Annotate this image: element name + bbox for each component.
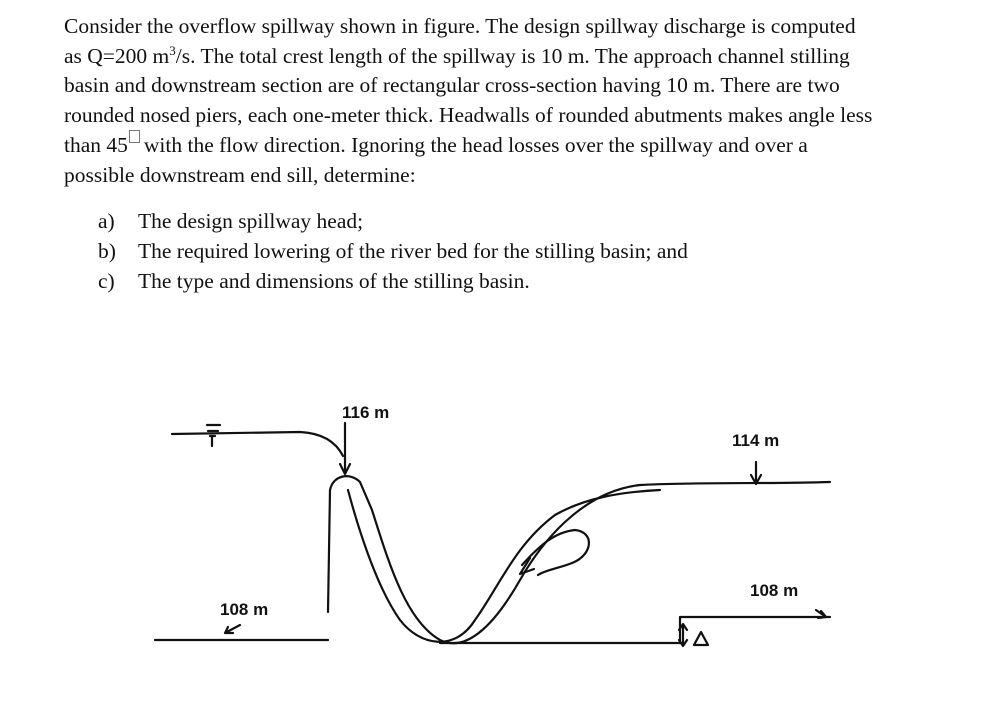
problem-line xyxy=(64,161,976,191)
water-level-symbol-icon xyxy=(207,425,220,446)
problem-line xyxy=(64,71,976,101)
problem-line-text: than 45 xyxy=(64,133,128,158)
tailwater-elevation-label: 114 m xyxy=(732,431,780,450)
problem-line xyxy=(64,130,976,161)
upstream-bed-arrow-icon xyxy=(225,625,240,633)
task-marker: c) xyxy=(98,269,115,293)
upstream-bed-elevation-label: 108 m xyxy=(220,600,269,619)
missing-degree-glyph-icon xyxy=(129,130,140,143)
problem-line-text: Consider the overflow spillway shown in figure. The design spillway discharge is computed xyxy=(64,14,856,38)
task-item xyxy=(98,206,688,236)
tailwater-arrow-icon xyxy=(751,462,761,484)
superscript-three: 3 xyxy=(169,42,176,58)
downstream-bed-line xyxy=(440,617,830,643)
spillway-figure xyxy=(0,390,1000,702)
crest-elevation-label: 116 m xyxy=(342,403,390,422)
downstream-bed-elevation-label: 108 m xyxy=(750,581,799,600)
problem-line-text: with the flow direction. Ignoring the head losses over the spillway and over a xyxy=(143,133,808,158)
problem-line-text: basin and downstream section are of rectangular cross-section having 10 m. There are two xyxy=(64,73,840,98)
upstream-water-surface xyxy=(172,432,343,456)
crest-arrow-icon xyxy=(340,423,350,474)
problem-line-text: as Q=200 m xyxy=(64,43,170,68)
task-item xyxy=(98,236,688,266)
task-marker: b) xyxy=(98,239,116,263)
task-text: The type and dimensions of the stilling basin. xyxy=(138,269,530,293)
problem-line-text: /s. The total crest length of the spillway is 10 m. The approach channel stilling xyxy=(175,43,850,68)
task-marker: a) xyxy=(98,209,115,233)
problem-statement xyxy=(64,12,976,191)
task-text: The design spillway head; xyxy=(138,209,364,233)
task-item xyxy=(98,266,688,296)
spillway-inner-profile xyxy=(348,490,660,642)
problem-line xyxy=(64,101,976,131)
problem-line xyxy=(64,42,976,72)
task-list xyxy=(98,206,688,296)
problem-line xyxy=(64,12,976,42)
task-text: The required lowering of the river bed for the stilling basin; and xyxy=(138,239,688,263)
delta-symbol-icon xyxy=(694,632,708,645)
problem-line-text: possible downstream end sill, determine: xyxy=(64,162,416,187)
problem-line-text: rounded nosed piers, each one-meter thick. Headwalls of rounded abutments makes angle less xyxy=(64,102,873,127)
